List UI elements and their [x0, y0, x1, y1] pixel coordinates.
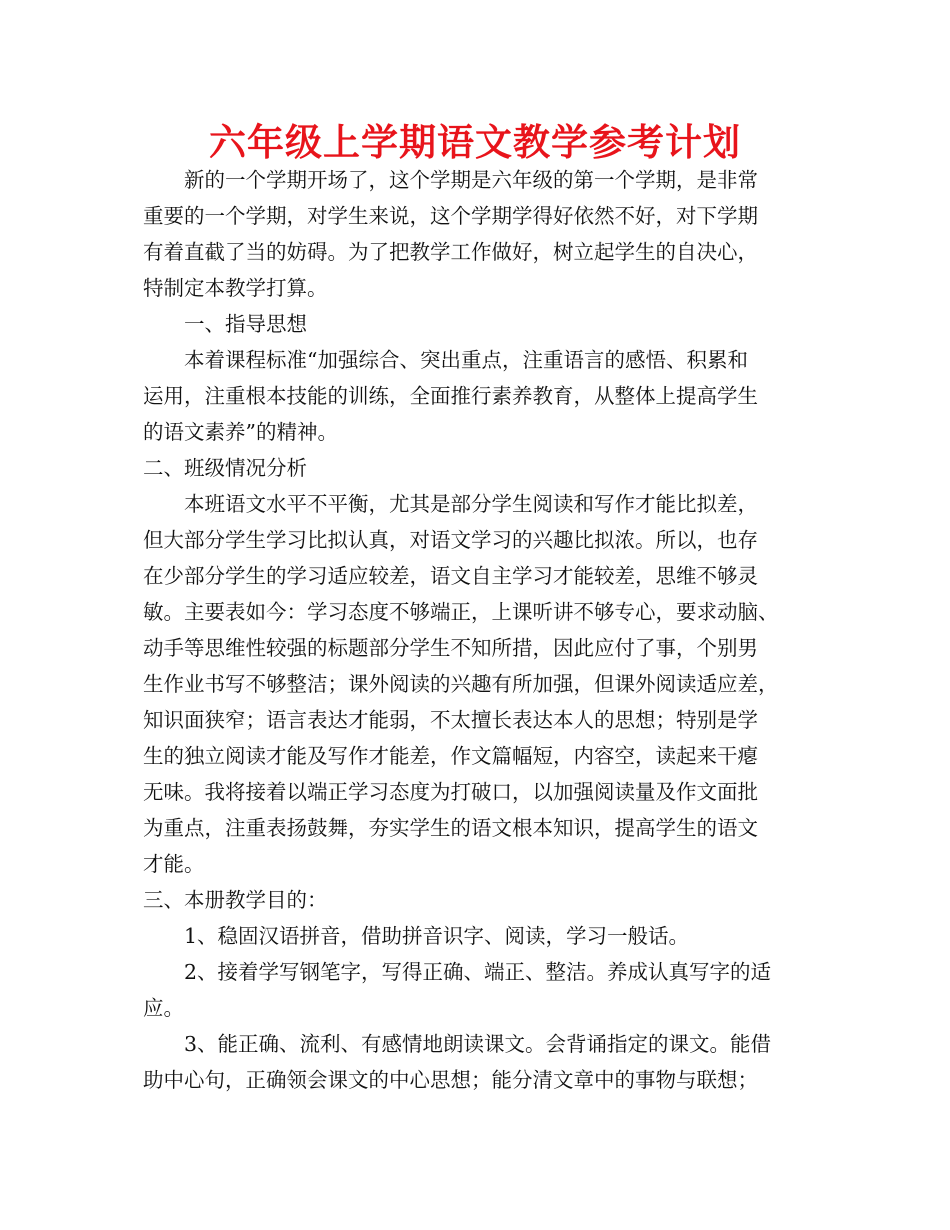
text-line: 在少部分学生的学习适应较差，语文自主学习才能较差，思维不够灵: [143, 564, 758, 588]
text-line: 1、稳固汉语拼音，借助拼音识字、阅读，学习一般话。: [184, 924, 690, 948]
text-line: 为重点，注重表扬鼓舞，夯实学生的语文根本知识，提高学生的语文: [143, 816, 758, 840]
text-line: 生作业书写不够整洁；课外阅读的兴趣有所加强，但课外阅读适应差，: [143, 672, 779, 696]
text-line: 运用，注重根本技能的训练，全面推行素养教育，从整体上提高学生: [143, 384, 758, 408]
text-line: 有着直截了当的妨碍。为了把教学工作做好，树立起学生的自决心，: [143, 240, 758, 264]
text-line: 助中心句，正确领会课文的中心思想；能分清文章中的事物与联想；: [143, 1068, 758, 1092]
text-line: 敏。主要表如今：学习态度不够端正，上课听讲不够专心，要求动脑、: [143, 600, 779, 624]
document-title: 六年级上学期语文教学参考计划: [209, 121, 741, 164]
text-line: 生的独立阅读才能及写作才能差，作文篇幅短，内容空，读起来干瘪: [143, 744, 758, 768]
text-line: 重要的一个学期，对学生来说，这个学期学得好依然不好，对下学期: [143, 204, 758, 228]
text-line: 无味。我将接着以端正学习态度为打破口，以加强阅读量及作文面批: [143, 780, 758, 804]
text-line: 二、班级情况分析: [143, 456, 307, 480]
text-line: 的语文素养”的精神。: [143, 420, 338, 444]
text-line: 一、指导思想: [184, 312, 307, 336]
text-line: 本着课程标准“加强综合、突出重点，注重语言的感悟、积累和: [184, 348, 748, 372]
text-line: 才能。: [143, 852, 205, 876]
text-line: 3、能正确、流利、有感情地朗读课文。会背诵指定的课文。能借: [184, 1032, 772, 1056]
text-line: 特制定本教学打算。: [143, 276, 328, 300]
text-line: 应。: [143, 996, 184, 1020]
text-line: 动手等思维性较强的标题部分学生不知所措，因此应付了事，个别男: [143, 636, 758, 660]
text-line: 三、本册教学目的：: [143, 888, 328, 912]
text-line: 本班语文水平不平衡，尤其是部分学生阅读和写作才能比拟差，: [184, 492, 758, 516]
document-body: [143, 162, 813, 1098]
text-line: 但大部分学生学习比拟认真，对语文学习的兴趣比拟浓。所以，也存: [143, 528, 758, 552]
text-line: 知识面狭窄；语言表达才能弱，不太擅长表达本人的思想；特别是学: [143, 708, 758, 732]
text-line: 新的一个学期开场了，这个学期是六年级的第一个学期，是非常: [184, 168, 758, 192]
text-line: 2、接着学写钢笔字，写得正确、端正、整洁。养成认真写字的适: [184, 960, 772, 984]
